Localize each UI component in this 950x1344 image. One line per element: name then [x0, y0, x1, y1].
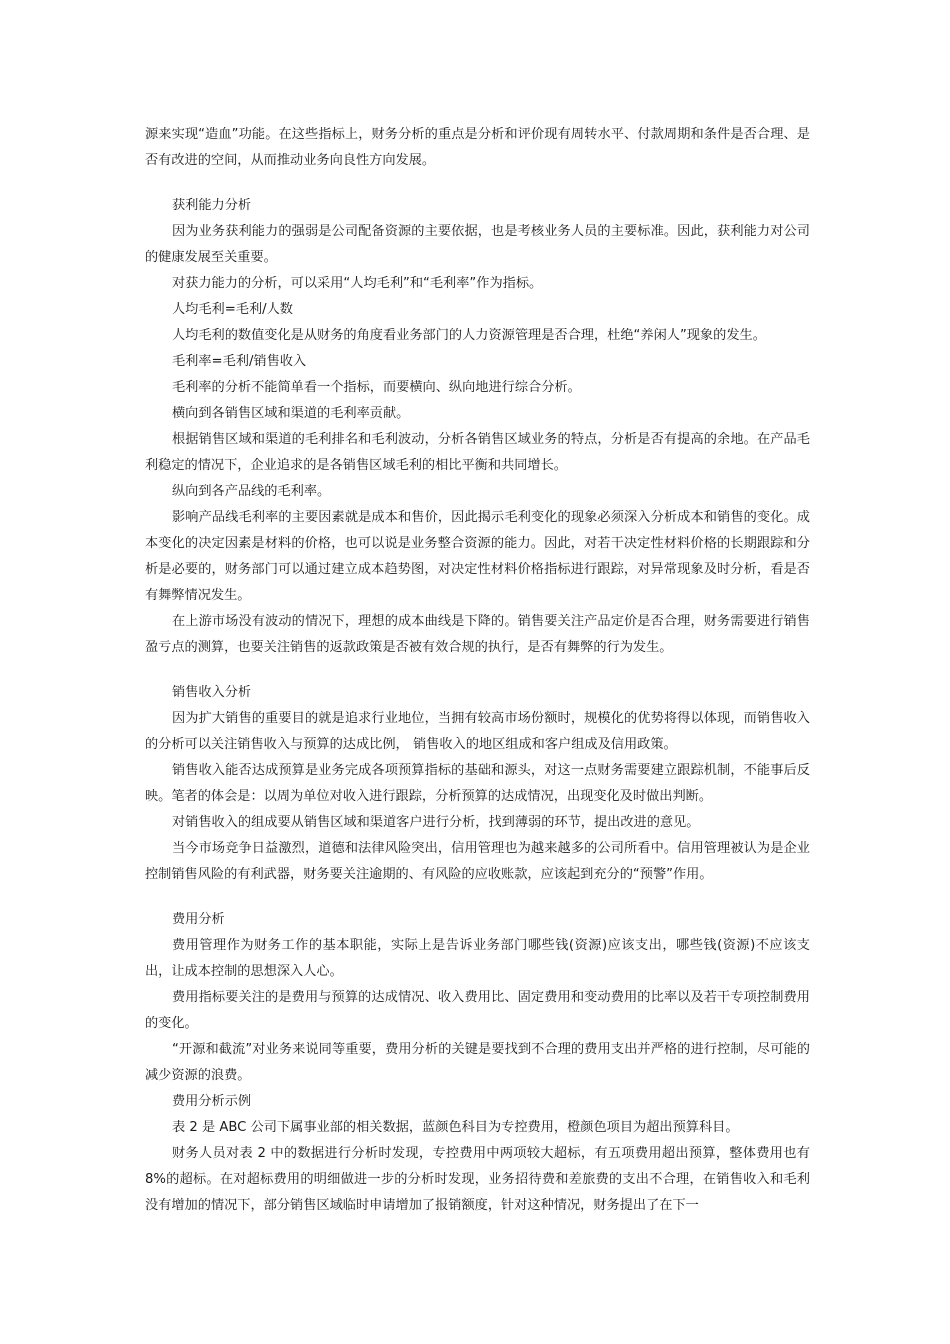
paragraph: 当今市场竞争日益激烈，道德和法律风险突出，信用管理也为越来越多的公司所看中。信用管理被认为是企业控制销售风险的有利武器，财务要关注逾期的、有风险的应收账款，应该起到充分的“预警”作用。 — [145, 841, 810, 882]
paragraph: “开源和截流”对业务来说同等重要，费用分析的关键是要找到不合理的费用支出并严格的进行控制，尽可能的减少资源的浪费。 — [145, 1042, 810, 1083]
paragraph: 源来实现“造血”功能。在这些指标上，财务分析的重点是分析和评价现有周转水平、付款周期和条件是否合理、是否有改进的空间，从而推动业务向良性方向发展。 — [145, 127, 810, 168]
paragraph: 财务人员对表 2 中的数据进行分析时发现，专控费用中两项较大超标，有五项费用超出预算，整体费用也有 8%的超标。在对超标费用的明细做进一步的分析时发现，业务招待费和差旅费的支出不合理，在销售收入和毛利没有增加的情况下，部分销售区域临时申请增加了报销额度，针对这种情况，财务提出了在下一 — [145, 1146, 810, 1213]
paragraph: 对销售收入的组成要从销售区域和渠道客户进行分析，找到薄弱的环节，提出改进的意见。 — [172, 815, 700, 830]
paragraph: 因为业务获利能力的强弱是公司配备资源的主要依据，也是考核业务人员的主要标准。因此，获利能力对公司的健康发展至关重要。 — [145, 224, 810, 265]
paragraph: 毛利率=毛利/销售收入 — [172, 354, 307, 369]
paragraph: 因为扩大销售的重要目的就是追求行业地位，当拥有较高市场份额时，规模化的优势将得以体现，而销售收入的分析可以关注销售收入与预算的达成比例， 销售收入的地区组成和客户组成及信用政策。 — [145, 711, 810, 752]
section-heading: 销售收入分析 — [172, 685, 252, 700]
section-gap — [145, 888, 810, 907]
paragraph: 费用管理作为财务工作的基本职能，实际上是告诉业务部门哪些钱(资源)应该支出，哪些钱(资源)不应该支出，让成本控制的思想深入人心。 — [145, 938, 810, 979]
section-gap — [145, 174, 810, 193]
section-heading: 费用分析 — [172, 912, 225, 927]
paragraph: 在上游市场没有波动的情况下，理想的成本曲线是下降的。销售要关注产品定价是否合理，财务需要进行销售盈亏点的测算，也要关注销售的返款政策是否被有效合规的执行，是否有舞弊的行为发生。 — [145, 614, 810, 655]
paragraph: 影响产品线毛利率的主要因素就是成本和售价，因此揭示毛利变化的现象必须深入分析成本和销售的变化。成本变化的决定因素是材料的价格，也可以说是业务整合资源的能力。因此，对若干决定性材料价格的长期跟踪和分析是必要的，财务部门可以通过建立成本趋势图，对决定性材料价格指标进行跟踪，对异常现象及时分析，看是否有舞弊情况发生。 — [145, 510, 810, 603]
paragraph: 人均毛利=毛利/人数 — [172, 302, 293, 317]
paragraph: 纵向到各产品线的毛利率。 — [172, 484, 331, 499]
paragraph: 根据销售区域和渠道的毛利排名和毛利波动，分析各销售区域业务的特点，分析是否有提高的余地。在产品毛利稳定的情况下，企业追求的是各销售区域毛利的相比平衡和共同增长。 — [145, 432, 810, 473]
document-page — [145, 122, 810, 1219]
paragraph: 毛利率的分析不能简单看一个指标，而要横向、纵向地进行综合分析。 — [172, 380, 581, 395]
paragraph: 人均毛利的数值变化是从财务的角度看业务部门的人力资源管理是否合理，杜绝“养闲人”现象的发生。 — [172, 328, 766, 343]
paragraph: 费用指标要关注的是费用与预算的达成情况、收入费用比、固定费用和变动费用的比率以及若干专项控制费用的变化。 — [145, 990, 810, 1031]
section-heading: 获利能力分析 — [172, 198, 252, 213]
paragraph: 横向到各销售区域和渠道的毛利率贡献。 — [172, 406, 410, 421]
paragraph: 费用分析示例 — [172, 1094, 252, 1109]
section-gap — [145, 661, 810, 680]
paragraph: 销售收入能否达成预算是业务完成各项预算指标的基础和源头，对这一点财务需要建立跟踪机制，不能事后反映。笔者的体会是：以周为单位对收入进行跟踪，分析预算的达成情况，出现变化及时做出判断。 — [145, 763, 810, 804]
paragraph: 表 2 是 ABC 公司下属事业部的相关数据，蓝颜色科目为专控费用，橙颜色项目为超出预算科目。 — [172, 1120, 739, 1135]
paragraph: 对获力能力的分析，可以采用“人均毛利”和“毛利率”作为指标。 — [172, 276, 543, 291]
